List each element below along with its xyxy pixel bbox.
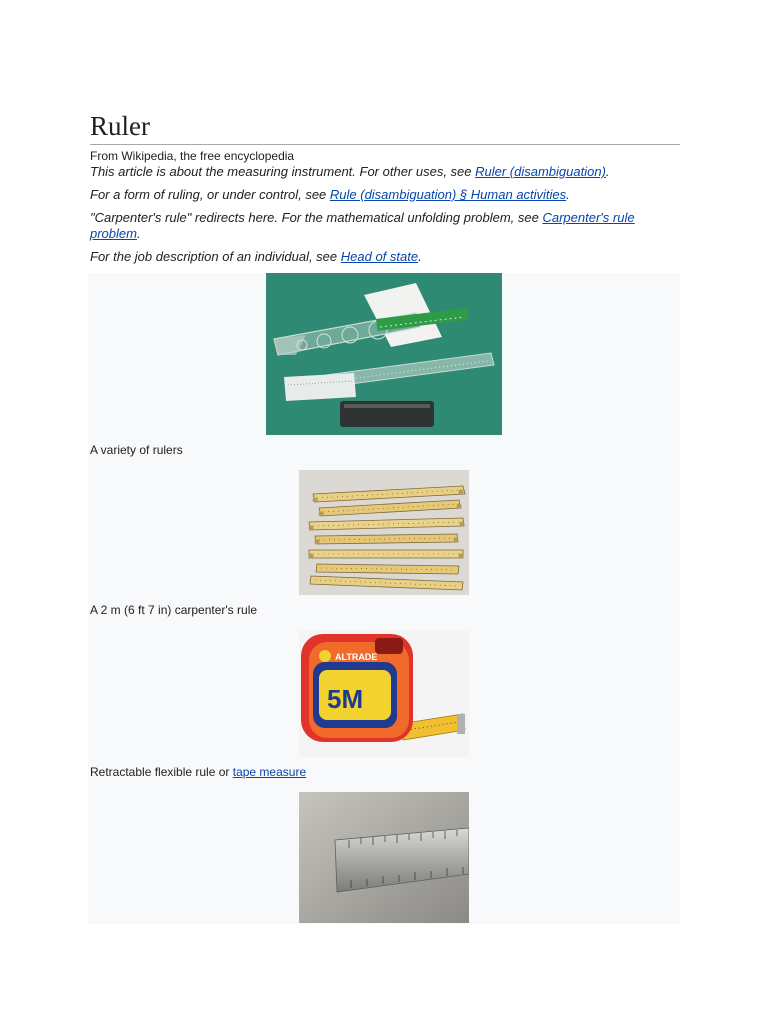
image-gallery	[88, 273, 680, 924]
hatnote-link-carpenters-rule-problem[interactable]: Carpenter's rule problem	[90, 210, 635, 241]
hatnote-text: This article is about the measuring instrument. For other uses, see	[90, 164, 476, 179]
hatnote-link-head-of-state[interactable]: Head of state	[340, 249, 419, 264]
rulers-photo[interactable]	[266, 273, 502, 435]
figure-steel-ruler	[88, 792, 680, 923]
figure-caption: A variety of rulers	[90, 443, 183, 457]
figure-caption	[88, 757, 680, 792]
site-tagline: From Wikipedia, the free encyclopedia	[90, 149, 295, 163]
hatnote-text: .	[605, 164, 610, 179]
hatnote-link-ruler-disambiguation[interactable]: Ruler (disambiguation)	[475, 164, 606, 179]
hatnote-text: For a form of ruling, or under control, see	[90, 187, 330, 202]
hatnote	[90, 210, 680, 242]
hatnote-text: .	[418, 249, 422, 264]
article	[90, 110, 680, 924]
hatnote	[90, 249, 680, 265]
hatnote	[90, 164, 680, 180]
folding-rule-photo[interactable]	[299, 470, 469, 595]
caption-text: Retractable flexible rule or	[90, 765, 233, 779]
figure-rulers	[88, 273, 680, 470]
figure-carpenters-rule	[88, 470, 680, 630]
hatnote-text: .	[566, 187, 570, 202]
hatnote-text: .	[136, 226, 141, 241]
steel-ruler-photo[interactable]	[299, 792, 469, 923]
figure-caption: A 2 m (6 ft 7 in) carpenter's rule	[90, 603, 258, 617]
figure-tape-measure	[88, 630, 680, 792]
tape-size-text: 5M	[327, 684, 364, 714]
hatnote-text: "Carpenter's rule" redirects here. For the mathematical unfolding problem, see	[90, 210, 543, 225]
tape-brand-text: ALTRADE	[335, 652, 378, 662]
tape-measure-link[interactable]: tape measure	[232, 765, 307, 779]
hatnote-link-rule-disambiguation[interactable]: Rule (disambiguation) § Human activities	[329, 187, 567, 202]
hatnote-text: For the job description of an individual, see	[90, 249, 341, 264]
tape-measure-photo[interactable]	[299, 630, 469, 757]
page-title: Ruler	[90, 110, 680, 145]
hatnote	[90, 187, 680, 203]
